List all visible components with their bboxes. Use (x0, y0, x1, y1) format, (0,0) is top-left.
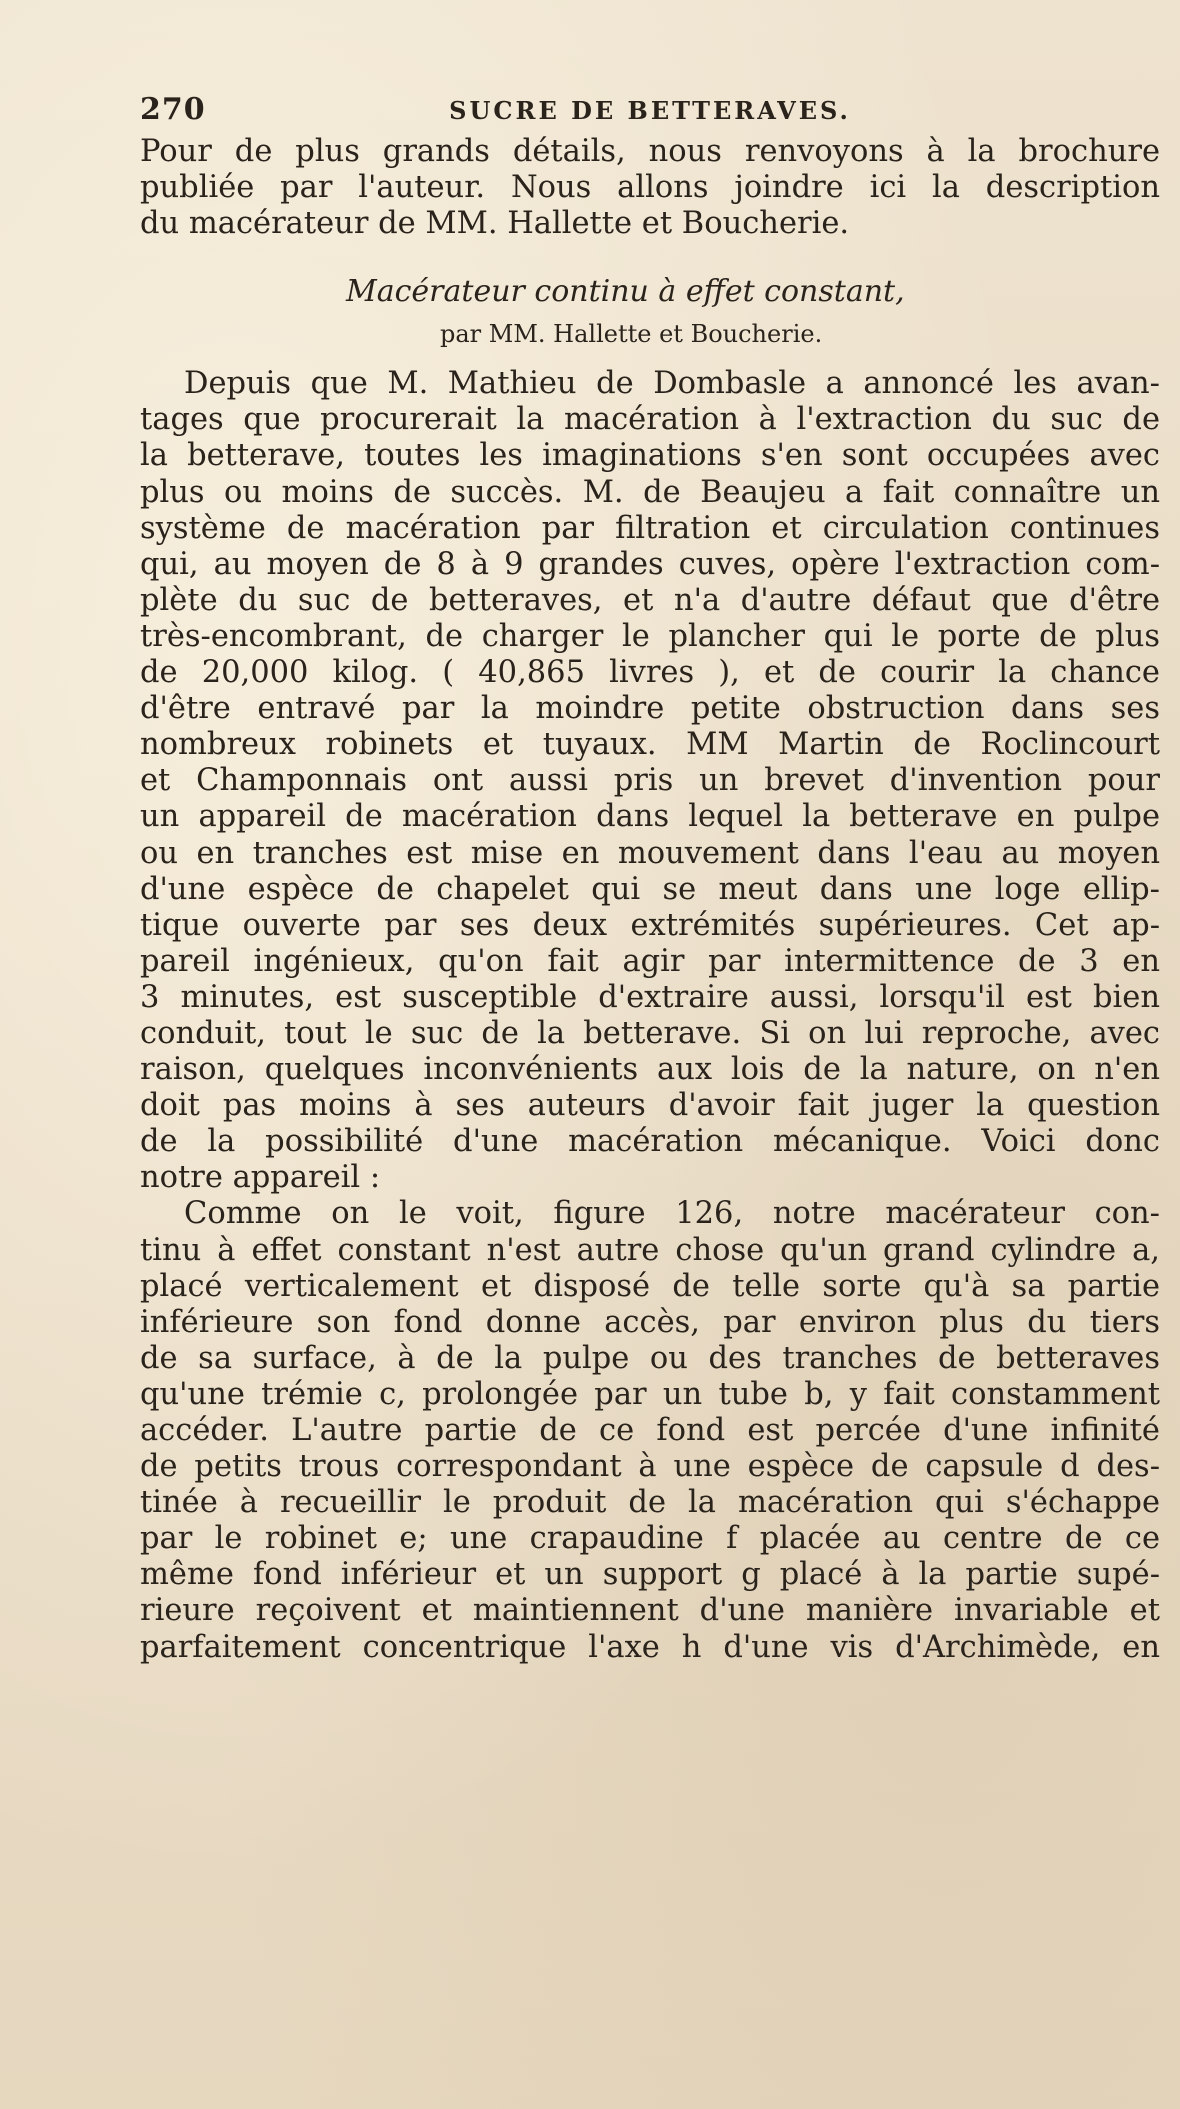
text-line: tages que procurerait la macération à l'extraction du suc de (140, 402, 1160, 438)
text-line: qu'une trémie c, prolongée par un tube b, y fait constamment (140, 1376, 1160, 1412)
text-line: tique ouverte par ses deux extrémités supérieures. Cet ap- (140, 907, 1160, 943)
text-line: de sa surface, à de la pulpe ou des tranches de betteraves (140, 1340, 1160, 1376)
text-line: plète du suc de betteraves, et n'a d'autre défaut que d'être (140, 582, 1160, 618)
text-line: tinée à recueillir le produit de la macération qui s'échappe (140, 1485, 1160, 1521)
paragraph-1 (140, 366, 1160, 1196)
text-line: Pour de plus grands détails, nous renvoyons à la brochure (140, 134, 1160, 169)
text-line: un appareil de macération dans lequel la betterave en pulpe (140, 799, 1160, 835)
text-line: nombreux robinets et tuyaux. MM Martin de Roclincourt (140, 727, 1160, 763)
text-line: qui, au moyen de 8 à 9 grandes cuves, opère l'extraction com- (140, 546, 1160, 582)
text-line: et Champonnais ont aussi pris un brevet d'invention pour (140, 763, 1160, 799)
text-line: plus ou moins de succès. M. de Beaujeu a fait connaître un (140, 474, 1160, 510)
text-line: Depuis que M. Mathieu de Dombasle a annoncé les avan- (184, 366, 1160, 402)
text-line: raison, quelques inconvénients aux lois de la nature, on n'en (140, 1052, 1160, 1088)
text-line: de la possibilité d'une macération mécanique. Voici donc (140, 1124, 1160, 1160)
text-line: Comme on le voit, figure 126, notre macérateur con- (184, 1196, 1160, 1232)
text-line: pareil ingénieux, qu'on fait agir par intermittence de 3 en (140, 943, 1160, 979)
text-line: de petits trous correspondant à une espèce de capsule d des- (140, 1449, 1160, 1485)
text-line: placé verticalement et disposé de telle sorte qu'à sa partie (140, 1268, 1160, 1304)
text-line: la betterave, toutes les imaginations s'en sont occupées avec (140, 438, 1160, 474)
page-number: 270 (140, 92, 206, 127)
section-subtitle: par MM. Hallette et Boucherie. (440, 320, 823, 349)
text-line: publiée par l'auteur. Nous allons joindre ici la description (140, 170, 1160, 206)
book-page (140, 92, 1160, 1666)
text-line: conduit, tout le suc de la betterave. Si on lui reproche, avec (140, 1015, 1160, 1051)
paragraph-2 (140, 1196, 1160, 1665)
text-line: notre appareil : (140, 1160, 381, 1196)
running-head (140, 92, 1160, 132)
text-line: de 20,000 kilog. ( 40,865 livres ), et de courir la chance (140, 655, 1160, 691)
text-line: du macérateur de MM. Hallette et Boucherie. (140, 206, 850, 242)
text-line: doit pas moins à ses auteurs d'avoir fait juger la question (140, 1088, 1160, 1124)
text-line: d'être entravé par la moindre petite obstruction dans ses (140, 691, 1160, 727)
section-title: Macérateur continu à effet constant, (346, 274, 905, 310)
text-line: par le robinet e; une crapaudine f placée au centre de ce (140, 1521, 1160, 1557)
text-line: 3 minutes, est susceptible d'extraire aussi, lorsqu'il est bien (140, 979, 1160, 1015)
text-line: parfaitement concentrique l'axe h d'une vis d'Archimède, en (140, 1629, 1160, 1665)
text-line: accéder. L'autre partie de ce fond est percée d'une infinité (140, 1413, 1160, 1448)
text-line: inférieure son fond donne accès, par environ plus du tiers (140, 1304, 1160, 1340)
text-line: même fond inférieur et un support g placé à la partie supé- (140, 1557, 1160, 1593)
text-line: ou en tranches est mise en mouvement dans l'eau au moyen (140, 835, 1160, 871)
text-line: système de macération par filtration et circulation continues (140, 510, 1160, 546)
intro-paragraph (140, 134, 1160, 242)
text-line: très-encombrant, de charger le plancher qui le porte de plus (140, 618, 1160, 654)
text-line: rieure reçoivent et maintiennent d'une manière invariable et (140, 1593, 1160, 1629)
text-line: tinu à effet constant n'est autre chose qu'un grand cylindre a, (140, 1232, 1160, 1268)
running-title: SUCRE DE BETTERAVES. (449, 96, 851, 125)
text-line: d'une espèce de chapelet qui se meut dans une loge ellip- (140, 871, 1160, 907)
